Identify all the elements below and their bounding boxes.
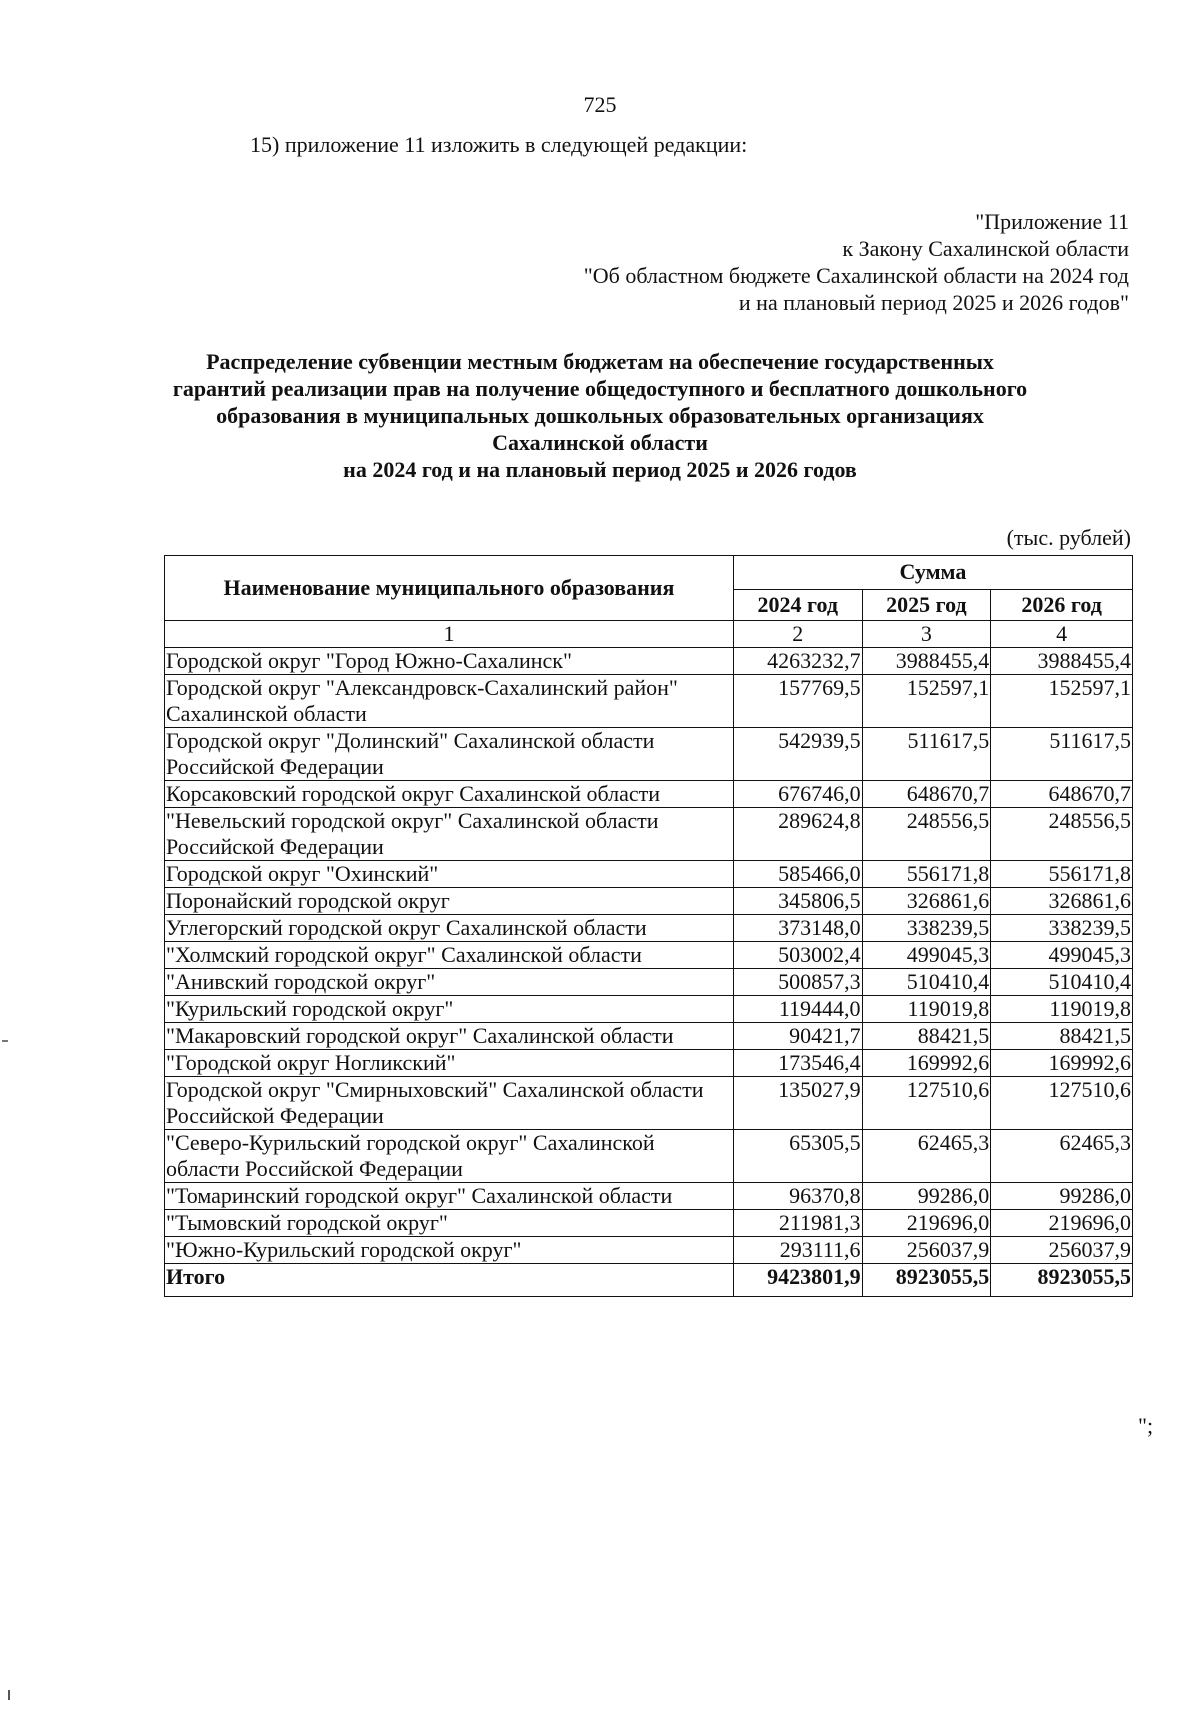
amendment-instruction: 15) приложение 11 изложить в следующей редакции: [250,132,748,157]
municipality-name: Городской округ "Долинский" Сахалинской области Российской Федерации [165,728,734,781]
amount-2025: 152597,1 [862,675,991,728]
amount-2024: 373148,0 [733,915,862,942]
column-number: 4 [991,621,1133,648]
municipality-name: Поронайский городской округ [165,888,734,915]
table-row [165,1130,1133,1183]
amount-2026: 119019,8 [991,996,1133,1023]
amount-2026: 556171,8 [991,861,1133,888]
amount-2026: 256037,9 [991,1237,1133,1264]
amount-2026: 648670,7 [991,781,1133,808]
header-year-2026: 2026 год [991,589,1133,620]
amount-2026: 99286,0 [991,1183,1133,1210]
table-row [165,1023,1133,1050]
amount-2025: 219696,0 [862,1210,991,1237]
municipality-name: "Южно-Курильский городской округ" [165,1237,734,1264]
amount-2024: 96370,8 [733,1183,862,1210]
units-label: (тыс. рублей) [1006,525,1131,550]
municipality-name: "Курильский городской округ" [165,996,734,1023]
page-number: 725 [583,92,617,117]
municipality-name: Городской округ "Александровск-Сахалинский район" Сахалинской области [165,675,734,728]
table-row [165,1210,1133,1237]
municipality-name: "Городской округ Ногликский" [165,1050,734,1077]
table-row [165,915,1133,942]
table-row [165,728,1133,781]
amount-2025: 88421,5 [862,1023,991,1050]
column-number: 2 [733,621,862,648]
total-label: Итого [165,1264,734,1297]
amount-2025: 511617,5 [862,728,991,781]
amount-2025: 248556,5 [862,808,991,861]
amount-2025: 99286,0 [862,1183,991,1210]
column-number-row [165,621,1133,648]
municipality-name: "Макаровский городской округ" Сахалинской области [165,1023,734,1050]
amount-2024: 90421,7 [733,1023,862,1050]
amount-2024: 4263232,7 [733,648,862,675]
column-number: 1 [165,621,734,648]
amount-2024: 135027,9 [733,1077,862,1130]
amount-2024: 542939,5 [733,728,862,781]
amount-2025: 338239,5 [862,915,991,942]
municipality-name: Городской округ "Смирныховский" Сахалинской области Российской Федерации [165,1077,734,1130]
amount-2026: 88421,5 [991,1023,1133,1050]
header-sum: Сумма [733,556,1132,590]
subvention-table [164,555,1133,1297]
title-line: Сахалинской области [492,430,708,455]
amount-2025: 169992,6 [862,1050,991,1077]
header-row [165,556,1133,590]
appendix-ref-line: "Приложение 11 [975,209,1129,234]
amount-2025: 499045,3 [862,942,991,969]
amount-2024: 345806,5 [733,888,862,915]
amount-2024: 500857,3 [733,969,862,996]
table-row [165,808,1133,861]
column-number: 3 [862,621,991,648]
total-2024: 9423801,9 [733,1264,862,1297]
table-row [165,888,1133,915]
appendix-ref-line: и на плановый период 2025 и 2026 годов" [738,290,1129,315]
document-title [130,348,1070,483]
table-row [165,861,1133,888]
amount-2026: 3988455,4 [991,648,1133,675]
amount-2026: 127510,6 [991,1077,1133,1130]
scan-mark [2,1040,8,1042]
table-row [165,1183,1133,1210]
municipality-name: "Анивский городской округ" [165,969,734,996]
amount-2025: 648670,7 [862,781,991,808]
amount-2025: 127510,6 [862,1077,991,1130]
amount-2025: 510410,4 [862,969,991,996]
amount-2025: 3988455,4 [862,648,991,675]
amount-2024: 293111,6 [733,1237,862,1264]
total-row [165,1264,1133,1297]
table-row [165,1077,1133,1130]
municipality-name: "Тымовский городской округ" [165,1210,734,1237]
amount-2024: 503002,4 [733,942,862,969]
appendix-reference [429,208,1129,316]
title-line: образования в муниципальных дошкольных образовательных организациях [216,403,984,428]
amount-2025: 326861,6 [862,888,991,915]
amount-2026: 326861,6 [991,888,1133,915]
appendix-ref-line: к Закону Сахалинской области [842,236,1129,261]
amount-2024: 65305,5 [733,1130,862,1183]
amount-2025: 556171,8 [862,861,991,888]
municipality-name: "Северо-Курильский городской округ" Сахалинской области Российской Федерации [165,1130,734,1183]
municipality-name: Углегорский городской округ Сахалинской области [165,915,734,942]
amount-2026: 511617,5 [991,728,1133,781]
total-2025: 8923055,5 [862,1264,991,1297]
municipality-name: "Холмский городской округ" Сахалинской области [165,942,734,969]
title-line: гарантий реализации прав на получение общедоступного и бесплатного дошкольного [172,376,1028,401]
appendix-ref-line: "Об областном бюджете Сахалинской области на 2024 год [583,263,1129,288]
total-2026: 8923055,5 [991,1264,1133,1297]
amount-2026: 248556,5 [991,808,1133,861]
table-row [165,969,1133,996]
table-row [165,1237,1133,1264]
table-row [165,1050,1133,1077]
closing-quote: "; [1138,1413,1154,1438]
amount-2025: 119019,8 [862,996,991,1023]
municipality-name: "Невельский городской округ" Сахалинской области Российской Федерации [165,808,734,861]
amount-2026: 510410,4 [991,969,1133,996]
table-row [165,996,1133,1023]
municipality-name: Городской округ "Охинский" [165,861,734,888]
amount-2024: 289624,8 [733,808,862,861]
table-row [165,942,1133,969]
municipality-name: "Томаринский городской округ" Сахалинской области [165,1183,734,1210]
amount-2024: 157769,5 [733,675,862,728]
amount-2026: 499045,3 [991,942,1133,969]
amount-2025: 256037,9 [862,1237,991,1264]
amount-2024: 173546,4 [733,1050,862,1077]
title-line: Распределение субвенции местным бюджетам на обеспечение государственных [206,349,994,374]
amount-2026: 152597,1 [991,675,1133,728]
amount-2025: 62465,3 [862,1130,991,1183]
amount-2024: 211981,3 [733,1210,862,1237]
amount-2026: 169992,6 [991,1050,1133,1077]
table-row [165,648,1133,675]
amount-2026: 219696,0 [991,1210,1133,1237]
header-year-2025: 2025 год [862,589,991,620]
title-line: на 2024 год и на плановый период 2025 и 2026 годов [343,457,857,482]
table-row [165,675,1133,728]
municipality-name: Городской округ "Город Южно-Сахалинск" [165,648,734,675]
scan-mark [8,1690,10,1700]
header-municipality: Наименование муниципального образования [165,556,734,621]
amount-2024: 676746,0 [733,781,862,808]
amount-2024: 585466,0 [733,861,862,888]
amount-2024: 119444,0 [733,996,862,1023]
municipality-name: Корсаковский городской округ Сахалинской области [165,781,734,808]
header-year-2024: 2024 год [733,589,862,620]
table-body [165,648,1133,1264]
amount-2026: 338239,5 [991,915,1133,942]
amount-2026: 62465,3 [991,1130,1133,1183]
table-row [165,781,1133,808]
